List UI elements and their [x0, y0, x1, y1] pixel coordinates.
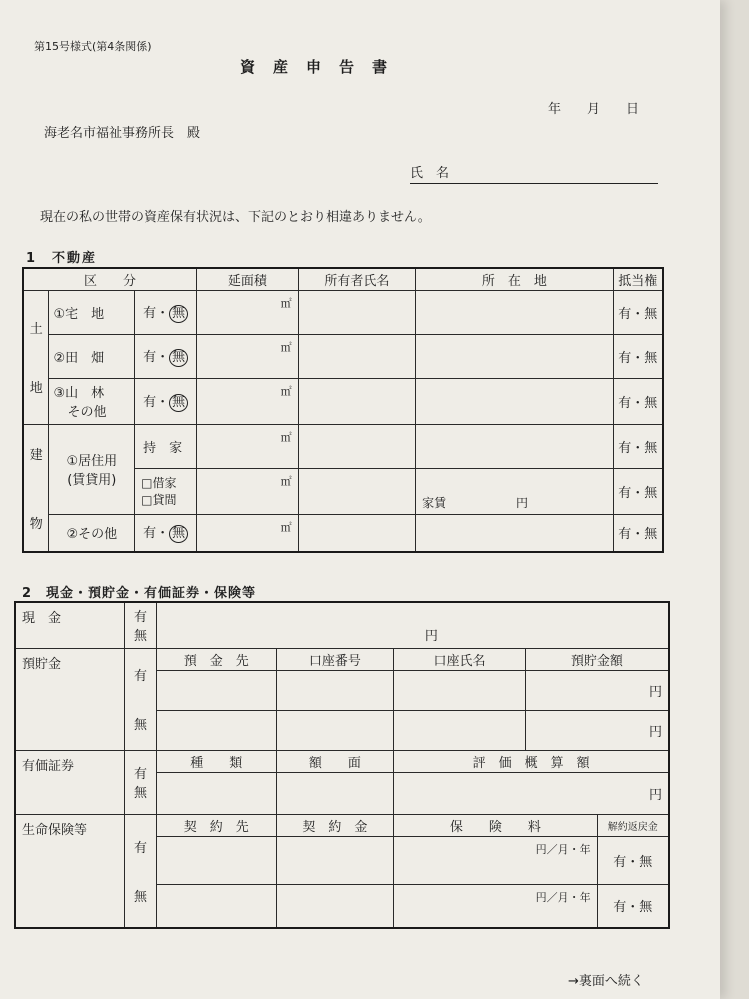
row-forest: ③山 林 その他 — [49, 378, 135, 424]
insurance-header-amount: 契 約 金 — [276, 814, 394, 836]
insurance-header-refund: 解約返戻金 — [597, 814, 669, 836]
insurance-refund-2[interactable]: 有・無 — [597, 884, 669, 928]
deposit-account-name-1[interactable] — [394, 670, 526, 710]
deposit-amount-2[interactable]: 円 — [525, 710, 669, 750]
continue-note: →裏面へ続く — [568, 974, 644, 989]
deposit-account-no-1[interactable] — [276, 670, 394, 710]
row-residential-land: ①宅 地 — [49, 290, 135, 334]
addressee: 海老名市福祉事務所長 殿 — [44, 126, 201, 141]
row-residence: ①居住用 (賃貸用) — [49, 424, 135, 514]
owner-residential-land[interactable] — [298, 290, 416, 334]
insurance-refund-1[interactable]: 有・無 — [597, 836, 669, 884]
header-category: 区 分 — [23, 268, 197, 290]
row-other-building: ②その他 — [49, 514, 135, 552]
form-title: 資産申告書 — [240, 58, 406, 76]
location-owned-house[interactable] — [416, 424, 613, 468]
deposit-header-amount: 預貯金額 — [525, 648, 669, 670]
deposit-label: 預貯金 — [15, 648, 125, 750]
deposit-header-account-no: 口座番号 — [276, 648, 394, 670]
insurance-premium-2[interactable]: 円／月・年 — [394, 884, 597, 928]
mortgage-other-building[interactable]: 有・無 — [613, 514, 663, 552]
location-forest[interactable] — [416, 378, 613, 424]
date-label: 年 月 日 — [548, 102, 640, 117]
area-forest[interactable]: ㎡ — [197, 378, 299, 424]
insurance-insurer-1[interactable] — [156, 836, 276, 884]
status-other-building[interactable]: 有・ 無 — [135, 514, 197, 552]
location-farmland[interactable] — [416, 334, 613, 378]
insurance-amount-2[interactable] — [276, 884, 394, 928]
area-other-building[interactable]: ㎡ — [197, 514, 299, 552]
financial-assets-table — [14, 601, 670, 929]
owned-house[interactable]: 持 家 — [135, 424, 197, 468]
status-forest[interactable]: 有・ 無 — [135, 378, 197, 424]
mortgage-owned-house[interactable]: 有・無 — [613, 424, 663, 468]
securities-header-face-value: 額 面 — [276, 750, 394, 772]
area-farmland[interactable]: ㎡ — [197, 334, 299, 378]
securities-yes-no[interactable]: 有 無 — [125, 750, 157, 814]
deposit-header-account-name: 口座氏名 — [394, 648, 526, 670]
rent-house-checkbox[interactable]: □借家 — [141, 476, 177, 490]
status-farmland[interactable]: 有・ 無 — [135, 334, 197, 378]
section2-heading: 2 現金・預貯金・有価証券・保険等 — [22, 586, 257, 601]
rental-options[interactable] — [135, 468, 197, 514]
insurance-amount-1[interactable] — [276, 836, 394, 884]
header-location: 所 在 地 — [416, 268, 613, 290]
securities-label: 有価証券 — [15, 750, 125, 814]
securities-valuation[interactable]: 円 — [394, 772, 669, 814]
header-area: 延面積 — [197, 268, 299, 290]
statement: 現在の私の世帯の資産保有状況は、下記のとおり相違ありません。 — [40, 210, 431, 225]
owner-other-building[interactable] — [298, 514, 416, 552]
area-owned-house[interactable]: ㎡ — [197, 424, 299, 468]
mortgage-farmland[interactable]: 有・無 — [613, 334, 663, 378]
cash-amount[interactable]: 円 — [156, 602, 669, 648]
real-estate-table — [22, 267, 664, 553]
insurance-yes-no[interactable]: 有 無 — [125, 814, 157, 928]
deposit-yes-no[interactable]: 有 無 — [125, 648, 157, 750]
area-rental[interactable]: ㎡ — [197, 468, 299, 514]
deposit-bank-2[interactable] — [156, 710, 276, 750]
deposit-account-no-2[interactable] — [276, 710, 394, 750]
cash-label: 現 金 — [15, 602, 125, 648]
mortgage-residential-land[interactable]: 有・無 — [613, 290, 663, 334]
mortgage-rental[interactable]: 有・無 — [613, 468, 663, 514]
owner-owned-house[interactable] — [298, 424, 416, 468]
deposit-amount-1[interactable]: 円 — [525, 670, 669, 710]
rent-field[interactable]: 家賃 円 — [416, 468, 613, 514]
securities-face-value[interactable] — [276, 772, 394, 814]
rent-room-checkbox[interactable]: □貸間 — [141, 493, 177, 507]
deposit-account-name-2[interactable] — [394, 710, 526, 750]
insurance-premium-1[interactable]: 円／月・年 — [394, 836, 597, 884]
row-farmland: ②田 畑 — [49, 334, 135, 378]
securities-header-valuation: 評 価 概 算 額 — [394, 750, 669, 772]
location-residential-land[interactable] — [416, 290, 613, 334]
insurance-header-premium: 保 険 料 — [394, 814, 597, 836]
header-owner: 所有者氏名 — [298, 268, 416, 290]
owner-farmland[interactable] — [298, 334, 416, 378]
insurance-header-insurer: 契 約 先 — [156, 814, 276, 836]
owner-rental[interactable] — [298, 468, 416, 514]
form-number: 第15号様式(第4条関係) — [34, 40, 152, 53]
area-residential-land[interactable]: ㎡ — [197, 290, 299, 334]
owner-forest[interactable] — [298, 378, 416, 424]
land-label: 土 地 — [23, 290, 49, 424]
securities-type[interactable] — [156, 772, 276, 814]
building-label: 建 物 — [23, 424, 49, 552]
status-residential-land[interactable]: 有・ 無 — [135, 290, 197, 334]
name-label: 氏 名 — [410, 166, 450, 181]
section1-heading: 1 不動産 — [26, 251, 98, 266]
insurance-insurer-2[interactable] — [156, 884, 276, 928]
name-field[interactable] — [410, 162, 658, 184]
deposit-bank-1[interactable] — [156, 670, 276, 710]
securities-header-type: 種 類 — [156, 750, 276, 772]
mortgage-forest[interactable]: 有・無 — [613, 378, 663, 424]
deposit-header-bank: 預 金 先 — [156, 648, 276, 670]
location-other-building[interactable] — [416, 514, 613, 552]
cash-yes-no[interactable]: 有 無 — [125, 602, 157, 648]
insurance-label: 生命保険等 — [15, 814, 125, 928]
header-mortgage: 抵当権 — [613, 268, 663, 290]
